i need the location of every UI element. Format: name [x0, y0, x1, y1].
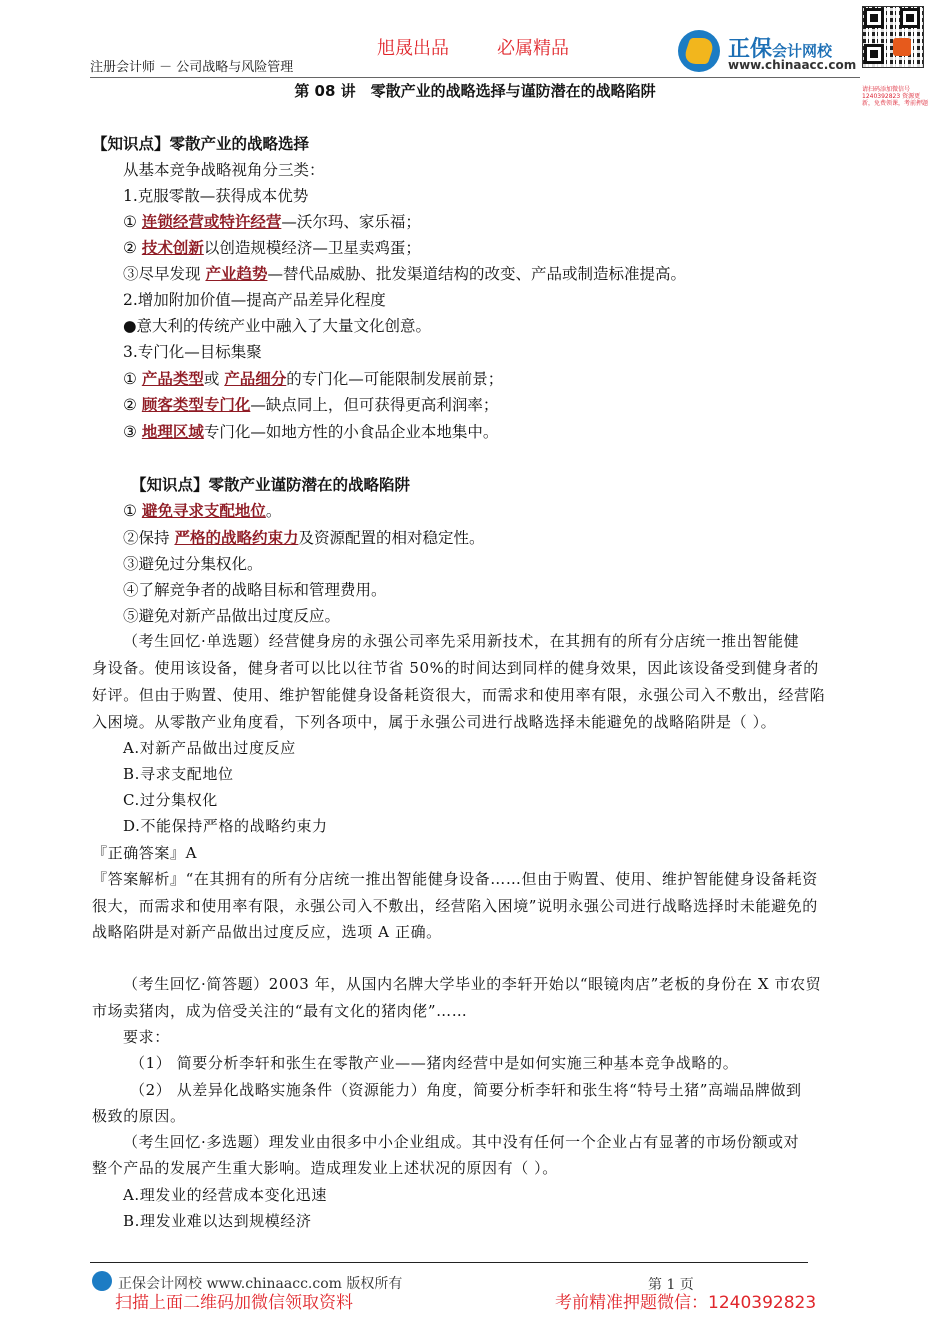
footer-logo-icon: [92, 1271, 112, 1291]
chinaacc-logo: [678, 30, 858, 74]
list-item: ⑤避免对新产品做出过度反应。: [123, 607, 341, 625]
qr-caption: 请扫码添加微信号 1240392823 资源更新，免费领课，考前押题: [862, 86, 929, 107]
section-heading: 【知识点】零散产业谨防潜在的战略陷阱: [131, 475, 411, 494]
requirement-item: （1） 简要分析李轩和张生在零散产业——猪肉经营中是如何实施三种基本竞争战略的。: [130, 1054, 739, 1072]
keyword: 地理区域: [141, 422, 204, 441]
question-text: 整个产品的发展产生重大影响。造成理发业上述状况的原因有（ ）。: [92, 1159, 558, 1177]
footer-divider: [90, 1262, 808, 1263]
keyword: 技术创新: [141, 238, 204, 257]
answer-explanation: 『答案解析』“在其拥有的所有分店统一推出智能健身设备……但由于购置、使用、维护智能健身设备耗资: [92, 870, 818, 888]
copyright: 正保会计网校 www.chinaacc.com 版权所有: [118, 1276, 403, 1292]
requirement-item: 极致的原因。: [92, 1107, 186, 1125]
list-item: ① 连锁经营或特许经营—沃尔玛、家乐福；: [123, 212, 421, 231]
publisher-stamp: 旭晟出品: [377, 38, 449, 59]
qr-finder-icon: [864, 8, 884, 28]
keyword: 产品细分: [224, 369, 287, 388]
correct-answer: 『正确答案』A: [92, 844, 198, 862]
course-name: 注册会计师 － 公司战略与风险管理: [90, 60, 294, 75]
question-text: （考生回忆·单选题）经营健身房的永强公司率先采用新技术，在其拥有的所有分店统一推出智能健: [123, 632, 800, 650]
requirement-label: 要求：: [123, 1028, 170, 1046]
strategy-heading: 3.专门化—目标集聚: [123, 343, 262, 361]
strategy-heading: 1.克服零散—获得成本优势: [123, 187, 309, 205]
question-text: 身设备。使用该设备，健身者可以比以往节省 50%的时间达到同样的健身效果，因此该设备受到健身者的: [92, 659, 819, 677]
list-item: ③尽早发现 产业趋势—替代品威胁、批发渠道结构的改变、产品或制造标准提高。: [123, 264, 686, 283]
option-a: A.理发业的经营成本变化迅速: [123, 1186, 328, 1204]
requirement-item: （2） 从差异化战略实施条件（资源能力）角度，简要分析李轩和张生将“特号土猪”高端品牌做到: [130, 1081, 802, 1099]
promo-left: 扫描上面二维码加微信领取资料: [115, 1293, 353, 1313]
option-d: D.不能保持严格的战略约束力: [123, 817, 328, 835]
list-item: ③避免过分集权化。: [123, 555, 263, 573]
strategy-heading: 2.增加附加价值—提高产品差异化程度: [123, 291, 386, 309]
header-divider: [90, 77, 860, 78]
keyword: 产品类型: [141, 369, 204, 388]
list-item: ① 产品类型或 产品细分的专门化—可能限制发展前景；: [123, 369, 504, 388]
list-item: ② 技术创新以创造规模经济—卫星卖鸡蛋；: [123, 238, 421, 257]
keyword: 连锁经营或特许经营: [141, 212, 282, 231]
qr-center-badge-icon: [893, 38, 911, 56]
qr-finder-icon: [864, 44, 884, 64]
option-b: B.寻求支配地位: [123, 765, 234, 783]
question-text: 好评。但由于购置、使用、维护智能健身设备耗资很大，而需求和使用率有限，永强公司入不敷出，经营陷: [92, 686, 826, 704]
list-item: ●意大利的传统产业中融入了大量文化创意。: [123, 317, 432, 335]
question-text: 市场卖猪肉，成为倍受关注的“最有文化的猪肉佬”……: [92, 1002, 468, 1020]
keyword: 顾客类型专门化: [141, 395, 251, 414]
answer-explanation: 战略陷阱是对新产品做出过度反应，选项 A 正确。: [92, 923, 442, 941]
section-heading: 【知识点】零散产业的战略选择: [92, 134, 310, 153]
list-item: ②保持 严格的战略约束力及资源配置的相对稳定性。: [123, 528, 485, 547]
question-text: 入困境。从零散产业角度看，下列各项中，属于永强公司进行战略选择未能避免的战略陷阱是（ ）。: [92, 713, 777, 731]
section-intro: 从基本竞争战略视角分三类：: [123, 161, 325, 179]
keyword: 严格的战略约束力: [174, 528, 299, 547]
keyword: 避免寻求支配地位: [141, 501, 266, 520]
quality-stamp: 必属精品: [497, 38, 569, 59]
promo-right: 考前精准押题微信：1240392823: [555, 1293, 817, 1313]
page-number: 第 1 页: [648, 1277, 694, 1293]
answer-explanation: 很大，而需求和使用率有限，永强公司入不敷出，经营陷入困境”说明永强公司进行战略选择时未能避免的: [92, 897, 818, 915]
lecture-title: 第 08 讲 零散产业的战略选择与谨防潜在的战略陷阱: [294, 82, 656, 100]
list-item: ② 顾客类型专门化—缺点同上，但可获得更高利润率；: [123, 395, 499, 414]
option-c: C.过分集权化: [123, 791, 218, 809]
list-item: ① 避免寻求支配地位。: [123, 501, 282, 520]
list-item: ④了解竞争者的战略目标和管理费用。: [123, 581, 387, 599]
keyword: 产业趋势: [205, 264, 268, 283]
logo-url: www.chinaacc.com: [728, 58, 857, 72]
question-text: （考生回忆·简答题）2003 年，从国内名牌大学毕业的李轩开始以“眼镜肉店”老板的身份在 X 市农贸: [123, 975, 822, 993]
qr-finder-icon: [900, 8, 920, 28]
question-text: （考生回忆·多选题）理发业由很多中小企业组成。其中没有任何一个企业占有显著的市场份额或对: [123, 1133, 800, 1151]
option-a: A.对新产品做出过度反应: [123, 739, 296, 757]
list-item: ③ 地理区域专门化—如地方性的小食品企业本地集中。: [123, 422, 499, 441]
logo-name: 正保会计网校: [728, 37, 833, 62]
option-b: B.理发业难以达到规模经济: [123, 1212, 312, 1230]
